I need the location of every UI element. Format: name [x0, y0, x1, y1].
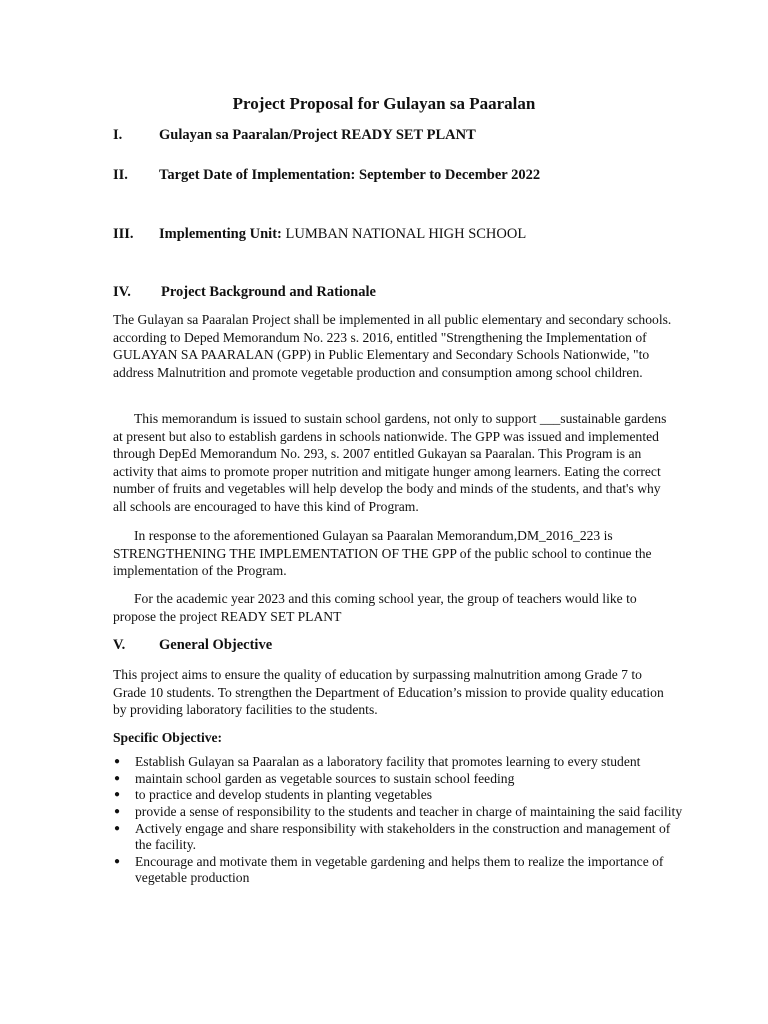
section-number: II.	[113, 167, 128, 183]
list-item: ● Establish Gulayan sa Paaralan as a laboratory facility that promotes learning to every student	[114, 754, 641, 769]
section-title: General Objective	[159, 637, 273, 653]
list-item: ● Encourage and motivate them in vegetable gardening and helps them to realize the importance of vegetable production	[114, 853, 664, 885]
section-number: III.	[113, 226, 134, 242]
list-item: ● provide a sense of responsibility to the students and teacher in charge of maintaining the said facility	[114, 804, 683, 820]
section-number: V.	[113, 637, 126, 653]
document-title: Project Proposal for Gulayan sa Paaralan	[232, 94, 536, 113]
section-number: IV.	[113, 284, 131, 300]
list-item: ● maintain school garden as vegetable sources to sustain school feeding	[114, 770, 515, 786]
implementing-unit-value: LUMBAN NATIONAL HIGH SCHOOL	[285, 226, 527, 242]
section-4-heading	[113, 283, 376, 301]
bullet-icon: ●	[114, 822, 121, 834]
bullet-icon: ●	[114, 855, 121, 867]
section-1-heading	[113, 126, 476, 144]
background-paragraph-4: For the academic year 2023 and this coming school year, the group of teachers would like to propose the project READY SET PLANT	[113, 591, 637, 624]
section-5-heading	[113, 636, 272, 654]
list-item: ● to practice and develop students in planting vegetables	[114, 787, 433, 803]
section-title: Target Date of Implementation: September to December 2022	[159, 167, 541, 183]
bullet-icon: ●	[114, 806, 121, 818]
section-title: Gulayan sa Paaralan/Project READY SET PLANT	[159, 127, 476, 143]
section-2-heading	[113, 166, 540, 184]
background-paragraph-3: In response to the aforementioned Gulayan sa Paaralan Memorandum,DM_2016_223 is STRENGTHENING THE IMPLEMENTATION OF THE GPP of the public school to continue the implementation of the Program.	[113, 528, 652, 578]
section-label: Implementing Unit:	[159, 226, 286, 242]
section-3-heading	[113, 225, 526, 243]
bullet-icon: ●	[114, 756, 121, 767]
list-item: ● Actively engage and share responsibility with stakeholders in the construction and management of the facility.	[114, 820, 671, 853]
background-paragraph-1: The Gulayan sa Paaralan Project shall be implemented in all public elementary and secondary schools. according to Deped Memorandum No. 223 s. 2016, entitled "Strengthening the Implementation of GULAYAN SA PAARALAN (GPP) in Public Elementary and Secondary Schools Nationwide, "to address Malnutrition and promote vegetable production and consumption among school children.	[113, 312, 672, 380]
background-paragraph-2: This memorandum is issued to sustain school gardens, not only to support ___sustainable gardens at present but also to establish gardens in schools nationwide. The GPP was issued and implemented through DepEd Memorandum No. 293, s. 2007 entitled Gukayan sa Paaralan. This Program is an activity that aims to promote proper nutrition and mitigate hunger among learners. Eating the correct number of fruits and vegetables will help develop the body and minds of the students, and that's why all schools are encouraged to have this kind of Program.	[113, 411, 667, 514]
section-title: Project Background and Rationale	[161, 284, 376, 300]
specific-objective-heading: Specific Objective:	[113, 730, 223, 745]
section-number: I.	[113, 127, 123, 143]
general-objective-paragraph: This project aims to ensure the quality of education by surpassing malnutrition among Grade 7 to Grade 10 students. To strengthen the Department of Education’s mission to provide quality education by providing laboratory facilities to the students.	[113, 667, 664, 717]
bullet-icon: ●	[114, 772, 121, 784]
specific-objectives-list	[113, 754, 683, 887]
bullet-icon: ●	[114, 789, 121, 801]
